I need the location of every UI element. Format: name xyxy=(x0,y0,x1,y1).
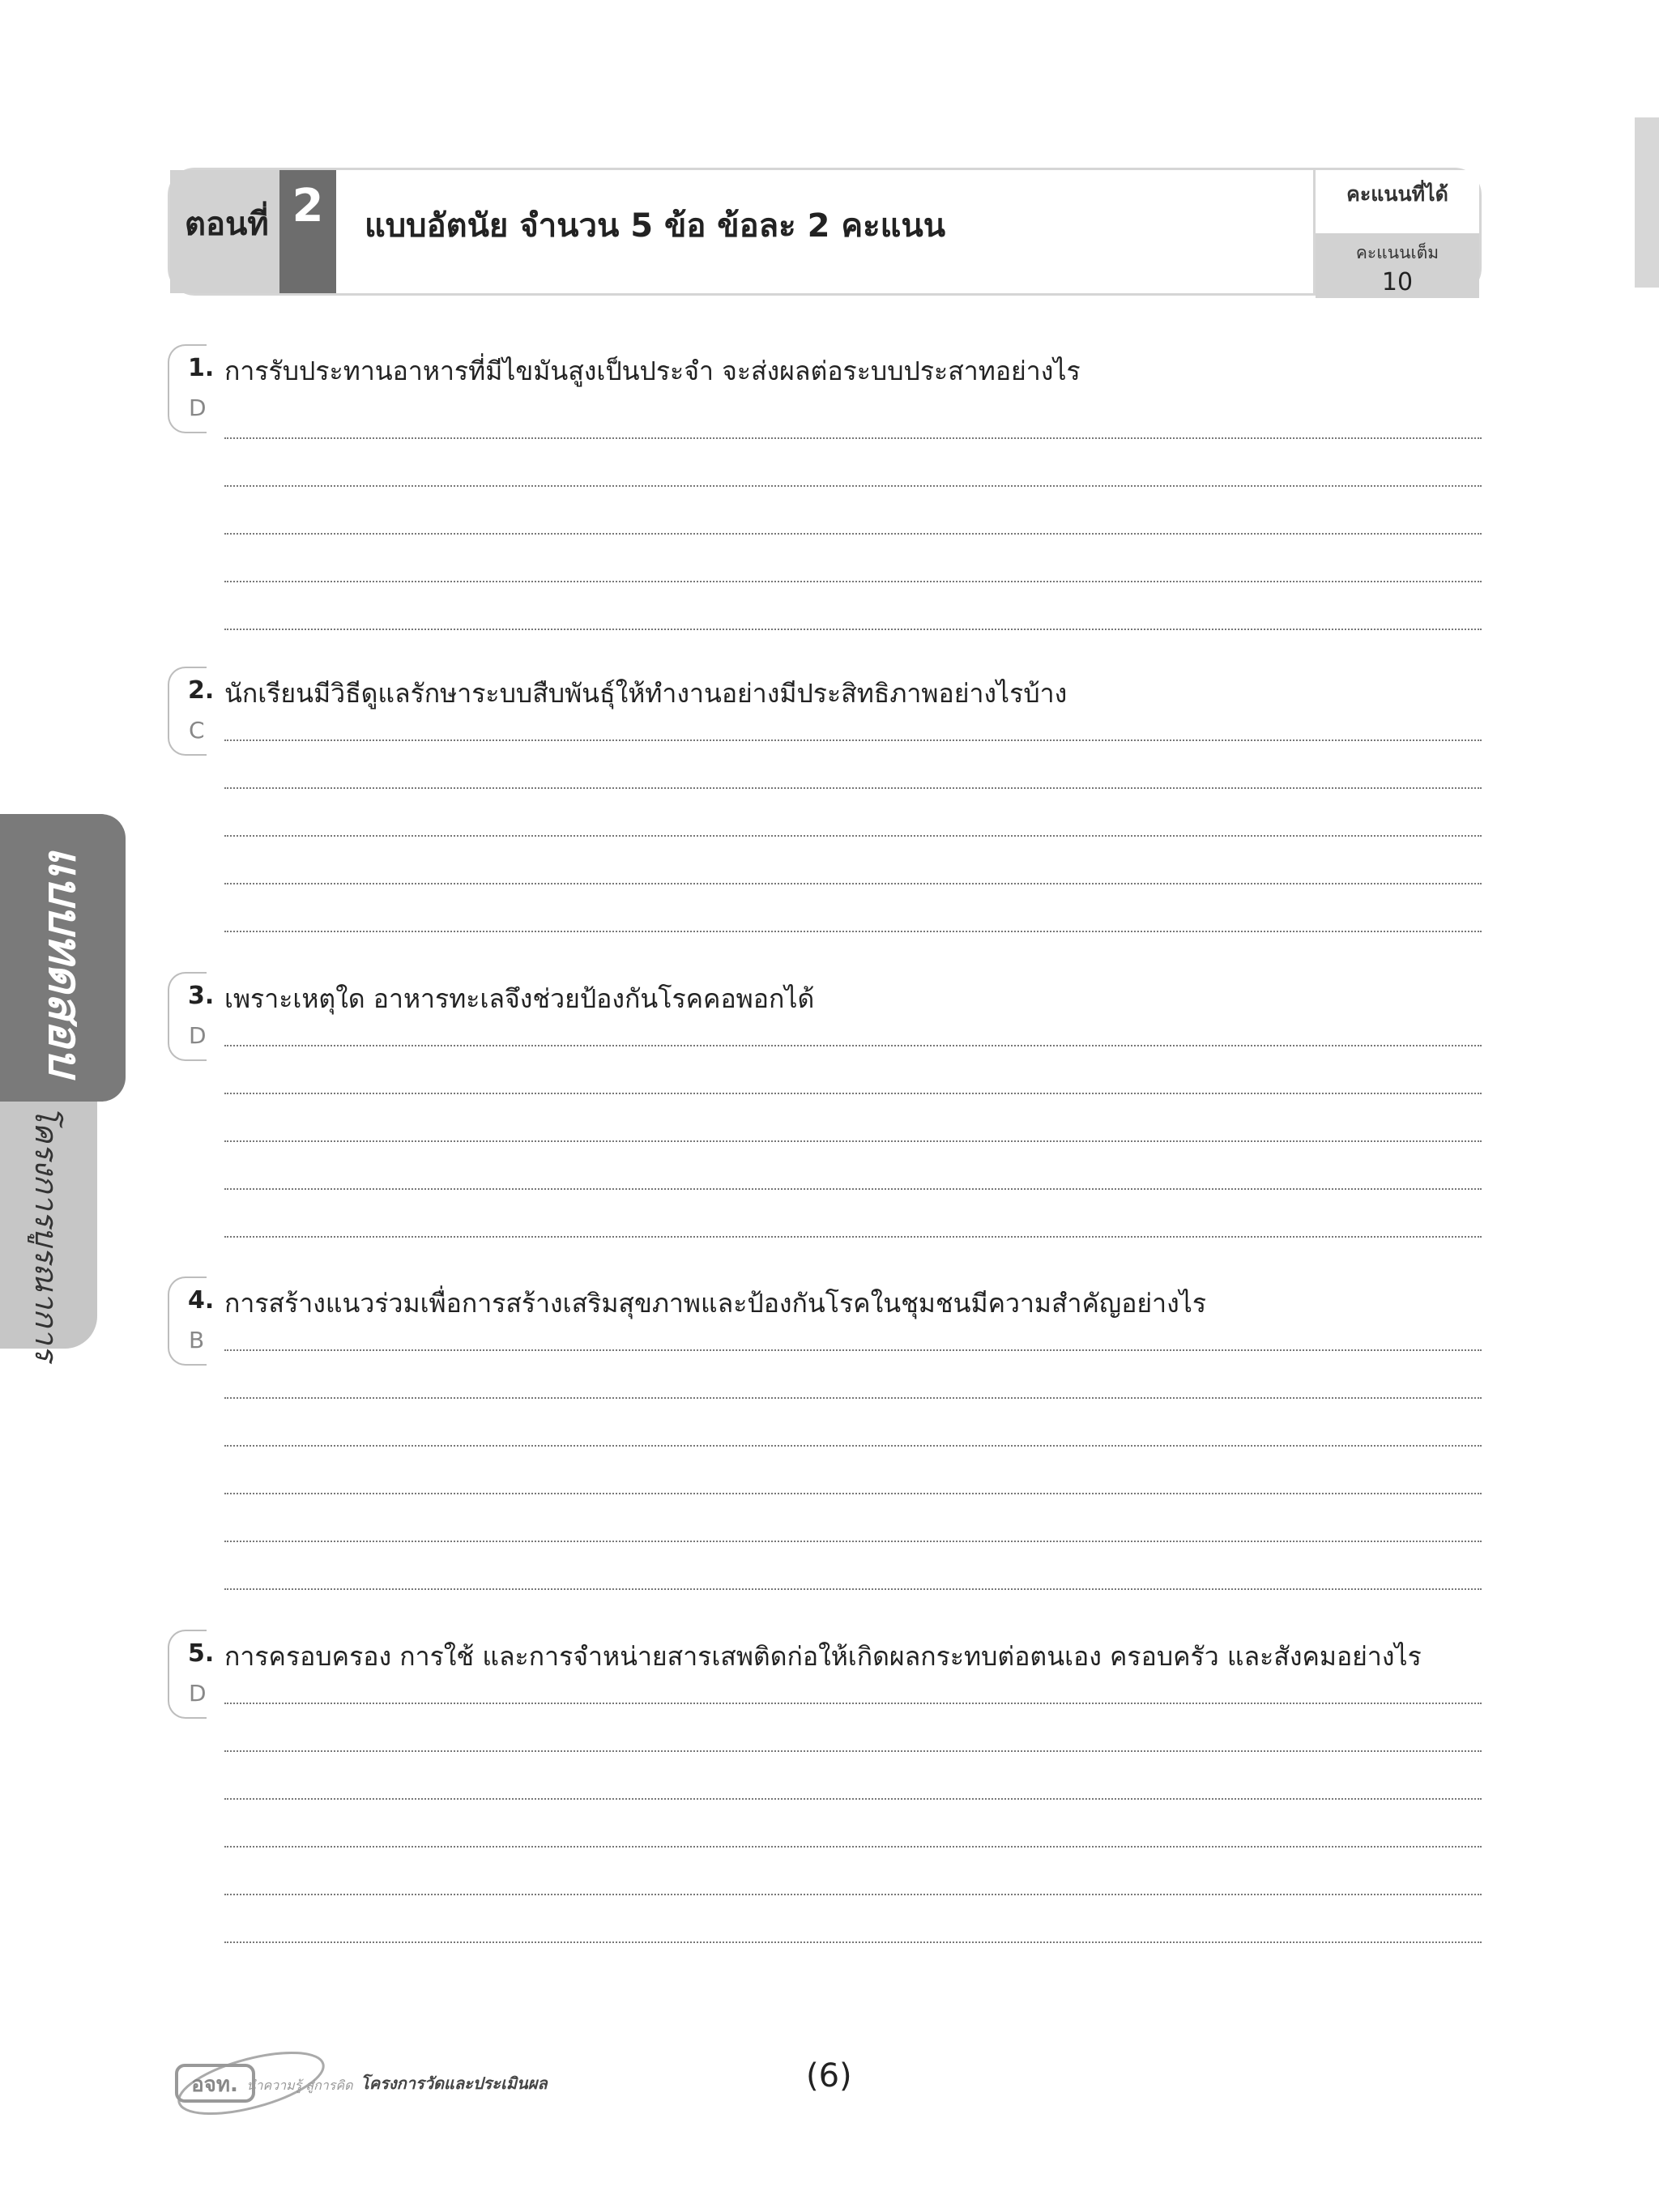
answer-lines[interactable] xyxy=(224,437,1482,630)
answer-line[interactable] xyxy=(224,1140,1482,1142)
score-box xyxy=(1313,170,1479,296)
answer-line[interactable] xyxy=(224,1588,1482,1590)
answer-line[interactable] xyxy=(224,1703,1482,1704)
question-number: 1. xyxy=(188,354,215,382)
answer-line[interactable] xyxy=(224,1093,1482,1094)
side-tab-upper xyxy=(0,814,126,1102)
part-number: 2 xyxy=(279,170,336,293)
answer-line[interactable] xyxy=(224,1045,1482,1046)
score-obtained-cell xyxy=(1316,170,1479,233)
answer-line[interactable] xyxy=(224,629,1482,630)
logo-slogan: นำความรู้ สู่การคิด xyxy=(246,2078,353,2093)
answer-line[interactable] xyxy=(224,931,1482,932)
answer-line[interactable] xyxy=(224,1236,1482,1238)
answer-lines[interactable] xyxy=(224,1703,1482,1943)
question-level: D xyxy=(189,1680,207,1707)
answer-line[interactable] xyxy=(224,1541,1482,1542)
question-text: เพราะเหตุใด อาหารทะเลจึงช่วยป้องกันโรคคอพอกได้ xyxy=(224,983,815,1014)
part-label: ตอนที่ xyxy=(185,206,269,243)
question-text: นักเรียนมีวิธีดูแลรักษาระบบสืบพันธุ์ให้ทำงานอย่างมีประสิทธิภาพอย่างไรบ้าง xyxy=(224,678,1068,709)
question-level: B xyxy=(189,1327,205,1353)
score-obtained-label: คะแนนที่ได้ xyxy=(1346,182,1448,206)
answer-line[interactable] xyxy=(224,883,1482,884)
answer-lines[interactable] xyxy=(224,739,1482,932)
footer-project-text: โครงการวัดและประเมินผล xyxy=(360,2073,548,2093)
question-level: D xyxy=(189,1022,207,1049)
answer-line[interactable] xyxy=(224,1846,1482,1848)
page-number: (6) xyxy=(806,2057,852,2095)
answer-line[interactable] xyxy=(224,1750,1482,1752)
answer-lines[interactable] xyxy=(224,1349,1482,1590)
answer-line[interactable] xyxy=(224,1188,1482,1190)
question-number: 4. xyxy=(188,1286,215,1315)
question-level: D xyxy=(189,394,207,421)
side-tab-upper-text: แบบทดสอบ xyxy=(38,846,91,1076)
side-tab-lower xyxy=(0,1073,97,1362)
full-score-value: 10 xyxy=(1381,268,1414,296)
side-tab-lower-text: โครงการบูรณาการ xyxy=(28,1106,64,1362)
answer-line[interactable] xyxy=(224,1445,1482,1447)
question-text: การครอบครอง การใช้ และการจำหน่ายสารเสพติดก่อให้เกิดผลกระทบต่อตนเอง ครอบครัว และสังคมอย่างไร xyxy=(224,1641,1422,1672)
question-text: การสร้างแนวร่วมเพื่อการสร้างเสริมสุขภาพและป้องกันโรคในชุมชนมีความสำคัญอย่างไร xyxy=(224,1288,1207,1319)
question-text: การรับประทานอาหารที่มีไขมันสูงเป็นประจำ จะส่งผลต่อระบบประสาทอย่างไร xyxy=(224,356,1081,386)
answer-line[interactable] xyxy=(224,1349,1482,1351)
side-tab xyxy=(0,814,126,1362)
full-score-label: คะแนนเต็ม xyxy=(1355,243,1439,262)
section-header xyxy=(168,168,1482,296)
answer-line[interactable] xyxy=(224,581,1482,582)
page-edge-tab xyxy=(1635,117,1659,288)
question-level: C xyxy=(189,717,205,744)
answer-line[interactable] xyxy=(224,739,1482,741)
answer-line[interactable] xyxy=(224,1894,1482,1895)
answer-line[interactable] xyxy=(224,835,1482,837)
full-score-cell xyxy=(1316,233,1479,298)
answer-line[interactable] xyxy=(224,1941,1482,1943)
answer-line[interactable] xyxy=(224,1397,1482,1399)
answer-line[interactable] xyxy=(224,485,1482,487)
answer-line[interactable] xyxy=(224,533,1482,535)
answer-line[interactable] xyxy=(224,787,1482,789)
answer-line[interactable] xyxy=(224,437,1482,439)
answer-line[interactable] xyxy=(224,1798,1482,1800)
answer-line[interactable] xyxy=(224,1493,1482,1494)
question-number: 2. xyxy=(188,676,215,705)
question-number: 5. xyxy=(188,1639,215,1668)
publisher-logo xyxy=(170,2033,353,2130)
section-title: แบบอัตนัย จำนวน 5 ข้อ ข้อละ 2 คะแนน xyxy=(365,207,946,245)
logo-text: อจท. xyxy=(191,2073,238,2097)
answer-lines[interactable] xyxy=(224,1045,1482,1238)
question-number: 3. xyxy=(188,982,215,1010)
